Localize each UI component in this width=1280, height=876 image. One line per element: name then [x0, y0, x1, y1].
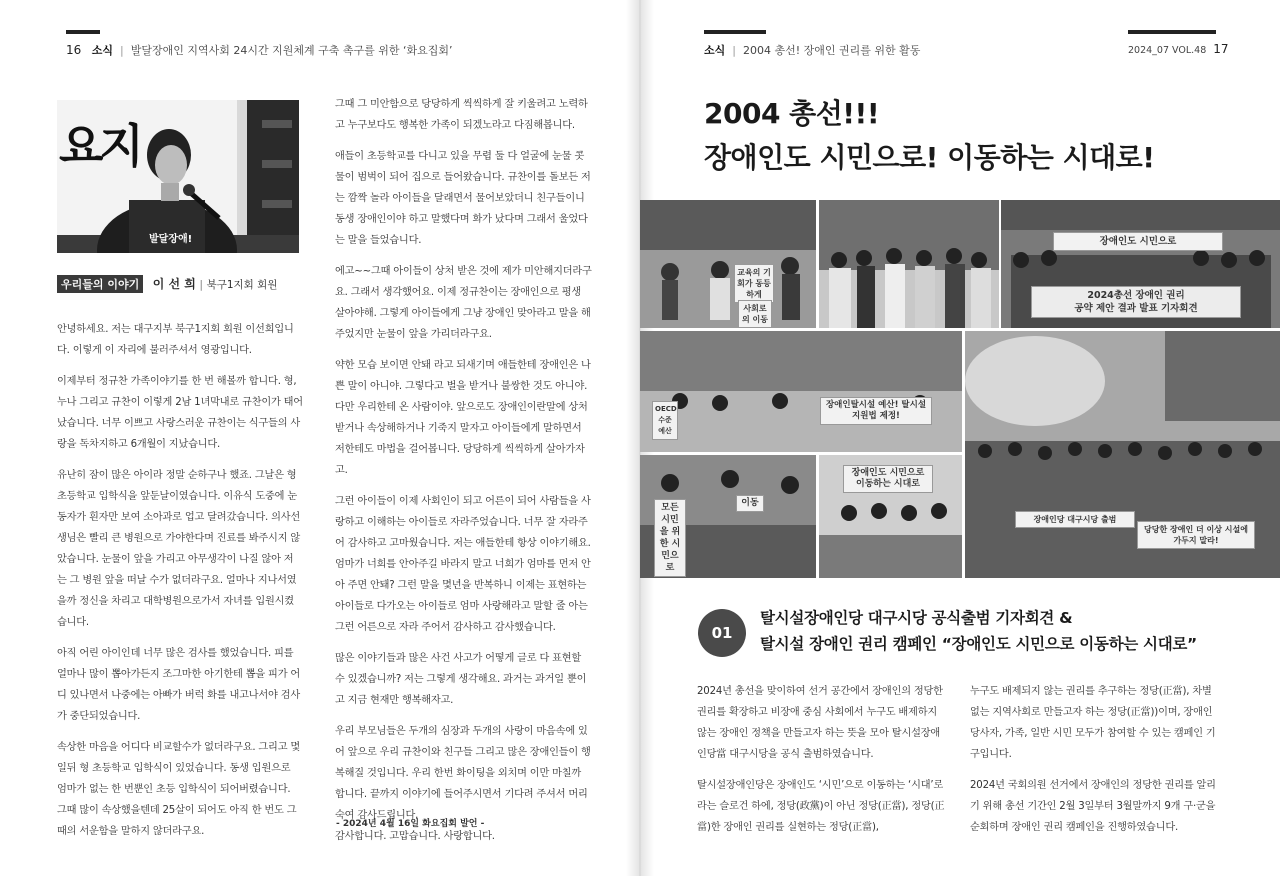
right-column-2: [970, 681, 1218, 848]
header-bar: [66, 30, 100, 34]
section-label: 소식: [704, 44, 726, 57]
paragraph: 유난히 잠이 많은 아이라 정말 순하구나 했죠. 그날은 형 초등학교 입학식을 앞둔날이였습니다. 이유식 도중에 눈동자가 흰자만 보여 소아과로 업고 달려갔습니다. 의사선생님은 빨리 큰 병원으로 가야한다며 진료를 봐주시지 않았습니다. 눈물이 앞을 가리고 아무생각이 나질 않아 저는 그 병원 앞을 떠날 수가 없더라구요. 얼마나 지나서였을까 정신을 차리고 대학병원으로가서 자녀를 입원시켰습니다.: [57, 470, 301, 628]
sign-line: 공약 제안 결과 발표 기자회견: [1074, 303, 1198, 314]
collage-photo-1: [640, 200, 816, 328]
paragraph: 감사합니다. 고맙습니다. 사랑합니다.: [335, 831, 495, 842]
paragraph: 2024년 총선을 맞이하여 선거 공간에서 장애인의 정당한 권리를 확장하고 비장애 중심 사회에서 누구도 배제하지 않는 장애인 정책을 만들고자 하는 뜻을 모아 탈시설장애인당當 대구시당을 공식 출범하였습니다.: [697, 686, 943, 760]
section-title: [760, 605, 1197, 657]
sign: [1031, 286, 1241, 318]
issue-label: 2024_07 VOL.48: [1128, 45, 1207, 56]
header-text: 발달장애인 지역사회 24시간 지원체계 구축 촉구를 위한 ‘화요집회’: [130, 44, 453, 57]
paragraph: 애들이 초등학교를 다니고 있을 무렵 둘 다 얼굴에 눈물 콧물이 범벅이 되어 집으로 들어왔습니다. 규찬이를 돌보든 저는 깜짝 놀라 아이들을 달래면서 물어보았더니 친구들이니 동생 장애인이야 하고 말했다며 화가 났다며 그래서 울었다는 말을 들었습니다.: [335, 151, 591, 246]
right-header: [704, 42, 920, 58]
paragraph: 탈시설장애인당은 장애인도 ‘시민’으로 이동하는 ‘시대’로 라는 슬로건 하에, 정당(政黨)이 아닌 정당(正當), 정당(正當)한 장애인 권리를 실현하는 정당(正當),: [697, 780, 945, 833]
collage-photo-4-graphic: [640, 331, 962, 452]
paragraph: 에고~~그때 아이들이 상처 받은 것에 제가 미안해지더라구요. 그래서 생각했어요. 이제 정규찬이는 장애인으로 평생 살아야해. 그렇게 아이들에게 그냥 장애인 맞아라고 말을 해주었지만 눈물이 앞을 가리더라구요.: [335, 266, 592, 340]
paragraph: 2024년 국회의원 선거에서 장애인의 정당한 권리를 알리기 위해 총선 기간인 2월 3일부터 3월말까지 9개 구·군을 순회하며 장애인 권리 캠페인을 진행하였습니다.: [970, 780, 1216, 833]
left-header: [66, 42, 453, 58]
feature-title-line2: 장애인도 시민으로! 이동하는 시대로!: [704, 141, 1155, 174]
sign: 장애인도 시민으로 이동하는 시대로: [843, 465, 933, 493]
sign: 사회로의 이동: [738, 300, 772, 328]
author-divider: |: [199, 278, 207, 291]
paragraph: 누구도 배제되지 않는 권리를 추구하는 정당(正當), 차별없는 지역사회로 만들고자 하는 정당(正當))이며, 장애인 당사자, 가족, 일반 시민 모두가 참여할 수 있는 캠페인 기구입니다.: [970, 686, 1216, 760]
header-divider: |: [116, 44, 128, 57]
speaker-photo: [57, 100, 299, 253]
collage-photo-3: [1001, 200, 1280, 328]
right-header-issue: [1128, 42, 1229, 56]
section-title-line2: 탈시설 장애인 권리 캠페인 “장애인도 시민으로 이동하는 시대로”: [760, 635, 1197, 653]
author-name: 이 선 희: [152, 277, 196, 291]
sign: 장애인탈시설 예산! 탈시설지원법 제정!: [820, 397, 932, 425]
photo-wall-text: 요지: [59, 119, 140, 173]
section-title-line1: 탈시설장애인당 대구시당 공식출범 기자회견 &: [760, 609, 1073, 627]
sign-line: 2024총선 장애인 권리: [1087, 290, 1185, 301]
left-column-1: [57, 319, 303, 852]
header-bar-right: [1128, 30, 1216, 34]
sign: 장애인당 대구시당 출범: [1015, 511, 1135, 528]
story-tag: 우리들의 이야기: [57, 275, 143, 293]
header-divider: |: [728, 44, 740, 57]
paragraph: 많은 이야기들과 많은 사건 사고가 어떻게 글로 다 표현할 수 있겠습니까? 저는 그렇게 생각해요. 과거는 과거일 뿐이고 지금 현재만 행복해자고.: [335, 653, 587, 706]
sign: 이동: [736, 495, 764, 512]
paragraph: 이제부터 정규찬 가족이야기를 한 번 해볼까 합니다. 형, 누나 그리고 규찬이 이렇게 2남 1녀막내로 규찬이가 태어났습니다. 너무 이쁘고 사랑스러운 규찬이는 식구들의 사랑을 독차지하고 6개월이 지났습니다.: [57, 376, 303, 450]
feature-title-line1: 2004 총선!!!: [704, 97, 880, 130]
collage-photo-4: [640, 331, 962, 452]
section-label: 소식: [91, 44, 114, 57]
paragraph: 약한 모습 보이면 안돼 라고 되새기며 애들한테 장애인은 나쁜 말이 아니야. 그렇다고 벌을 받거나 불쌍한 것도 아니야. 다만 우리한테 온 사람이야. 앞으로도 장애인이란말에 상처받거나 속상해하거나 기죽지 말자고 아이들에게 말하면서 저한테도 마법을 걸어봅니다. 당당하게 씩씩하게 살아가자고.: [335, 360, 591, 476]
sign: 모든 시민을 위한 시민으로: [654, 499, 686, 577]
paragraph: 속상한 마음을 어디다 비교할수가 없더라구요. 그리고 몇일뒤 형 초등학교 입학식이 있었습니다. 동생 입원으로 엄마가 없는 한 번뿐인 초등 입학식이 되어버렸습니다. 그때 많이 속상했을텐데 25살이 되어도 아직 한 번도 그때의 서운함을 말하지 않더라구요.: [57, 742, 301, 837]
left-column-2: [335, 94, 593, 857]
collage-photo-6: [819, 455, 962, 578]
right-column-1: [697, 681, 945, 848]
header-bar: [704, 30, 766, 34]
sign: OECD 수준 예산: [652, 401, 678, 440]
collage-photo-5: [640, 455, 816, 578]
photo-banner-text: 발달장애!: [149, 234, 193, 245]
collage-photo-2-graphic: [819, 200, 999, 328]
collage-photo-2: [819, 200, 999, 328]
paragraph: 그때 그 미안함으로 당당하게 씩씩하게 잘 키울려고 노력하고 누구보다도 행복한 가족이 되겠노라고 다짐해봅니다.: [335, 99, 588, 131]
paragraph: 그런 아이들이 이제 사회인이 되고 어른이 되어 사람들을 사랑하고 이해하는 아이들로 자라주었습니다. 너무 잘 자라주어 감사하고 고마웠습니다. 저는 애들한테 항상 이야기해요. 엄마가 너희를 안아주길 바라지 말고 너희가 엄마를 먼저 안아 주면 안돼? 그런 말을 몇년을 반복하니 이제는 표현하는 아이들로 다가오는 아이들로 엄마 사랑해라고 말할 줄 아는 그런 어른으로 자라 주어서 감사하고 감사했습니다.: [335, 496, 591, 633]
sign: 장애인도 시민으로: [1053, 232, 1223, 251]
author-line: [57, 275, 277, 293]
paragraph: 아직 어린 아이인데 너무 많은 검사를 했었습니다. 피를 얼마나 많이 뽑아가든지 조그마한 아기한테 뽑을 피가 어디 있나면서 나중에는 아빠가 버럭 화를 내고나서야 검사가 중단되었습니다.: [57, 648, 301, 722]
author-role: 북구1지회 회원: [206, 279, 278, 291]
collage-photo-1-graphic: [640, 200, 816, 328]
paragraph: 우리 부모님들은 두개의 심장과 두개의 사랑이 마음속에 있어 앞으로 우리 규찬이와 친구들 그리고 많은 장애인들이 행복해질 것입니다. 우리 한번 화이팅을 외치며 이만 마칠까 합니다. 끝까지 이야기에 들어주시면서 기다려 주셔서 머리 숙여 감사드립니다.: [335, 726, 591, 821]
section-number-badge: 01: [698, 609, 746, 657]
feature-title: [704, 92, 1155, 180]
page-number: 16: [66, 43, 82, 57]
speech-caption: - 2024년 4월 16일 화요집회 발언 -: [336, 819, 485, 829]
sign: 교육의 기회가 동등하게: [734, 264, 774, 303]
paragraph: 안녕하세요. 저는 대구지부 북구1지회 회원 이선희입니다. 이렇게 이 자리에 불러주셔서 영광입니다.: [57, 324, 294, 356]
collage-photo-7: [965, 331, 1280, 578]
page-number: 17: [1213, 42, 1229, 56]
sign: 당당한 장애인 더 이상 시설에 가두지 말라!: [1137, 521, 1255, 549]
header-text: 2004 총선! 장애인 권리를 위한 활동: [742, 44, 921, 57]
